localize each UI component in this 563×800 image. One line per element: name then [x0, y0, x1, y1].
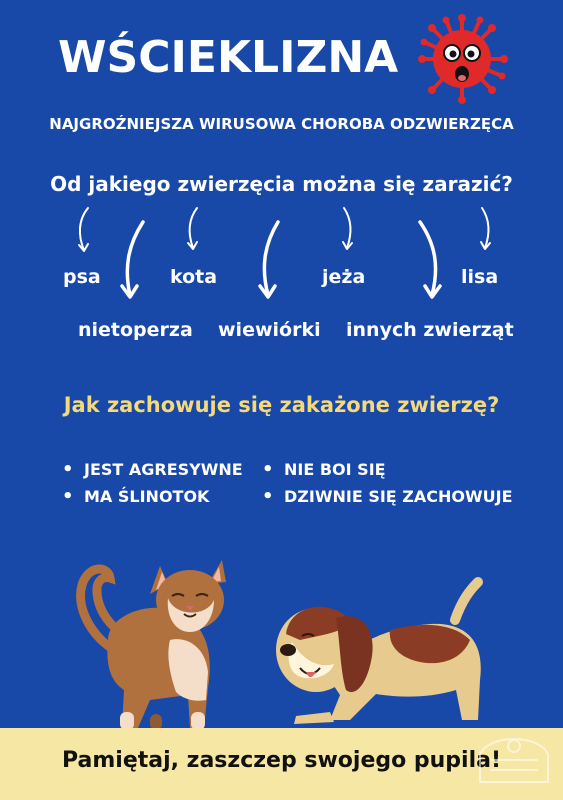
page-title: WŚCIEKLIZNA	[58, 32, 399, 83]
list-item: • DZIWNIE SIĘ ZACHOWUJE	[262, 483, 513, 510]
arrow-icon	[481, 208, 490, 249]
watermark-logo	[470, 724, 558, 794]
animal-label: innych zwierząt	[346, 319, 514, 341]
arrow-icon	[188, 208, 197, 249]
dog-illustration	[276, 582, 481, 724]
virus-icon	[412, 14, 512, 104]
list-item: • NIE BOI SIĘ	[262, 456, 513, 483]
question-sources: Od jakiego zwierzęcia można się zarazić?	[50, 172, 513, 196]
arrow-icon	[420, 222, 440, 297]
subtitle: NAJGROŹNIEJSZA WIRUSOWA CHOROBA ODZWIERZĘCA	[49, 115, 514, 133]
arrow-icon	[260, 222, 278, 297]
footer-text: Pamiętaj, zaszczep swojego pupila!	[61, 748, 502, 773]
pets-illustration	[0, 540, 563, 740]
arrow-icon	[122, 222, 143, 297]
animal-label: jeża	[322, 266, 366, 288]
cat-illustration	[81, 560, 226, 730]
list-item: • MA ŚLINOTOK	[62, 483, 243, 510]
animal-label: wiewiórki	[218, 319, 321, 341]
symptoms-list-left	[62, 456, 243, 510]
animal-label: kota	[170, 266, 218, 288]
arrows-group	[0, 200, 563, 310]
symptoms-list-right	[262, 456, 513, 510]
animal-label: psa	[63, 266, 101, 288]
question-symptoms: Jak zachowuje się zakażone zwierzę?	[63, 393, 500, 417]
animal-label: lisa	[461, 266, 499, 288]
arrow-icon	[79, 208, 88, 251]
arrow-icon	[343, 208, 352, 249]
list-item: • JEST AGRESYWNE	[62, 456, 243, 483]
animal-label: nietoperza	[78, 319, 193, 341]
